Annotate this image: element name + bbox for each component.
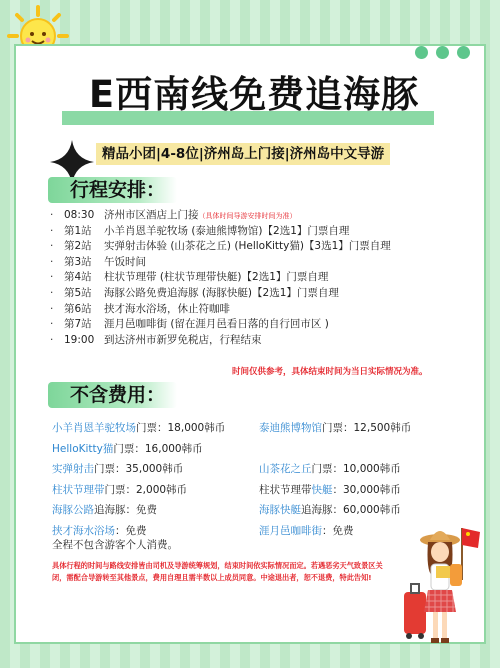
page-title: E西南线免费追海豚 <box>88 73 420 116</box>
disclaimer-text: 具体行程的时间与路线安排皆由司机及导游统筹规划，结束时间依实际情况而定。若遇恶劣天气致景区关闭，需配合导游转至其他景点，费用自理且需半数以上成员同意。中途退出者，恕不退费，特此告知! <box>52 561 383 582</box>
itinerary-heading: 行程安排： <box>48 177 177 203</box>
list-item: · 第6站 挟才海水浴场，休止符咖啡 <box>50 302 230 315</box>
list-item: · 第4站 柱状节理带 (柱状节理带快艇)【2选1】门票自理 <box>50 271 329 284</box>
itinerary-list <box>50 208 391 348</box>
list-item: · 第5站 海豚公路免费追海豚 (海豚快艇)【2选1】门票自理 <box>50 286 339 299</box>
list-item: · 第1站 小羊肖恩羊驼牧场 (泰迪熊博物馆)【2选1】门票自理 <box>50 224 350 237</box>
list-item: · 第3站 午饭时间 <box>50 255 146 268</box>
table-row: 柱状节理带门票：2,000韩币 柱状节理带快艇：30,000韩币 <box>52 483 401 496</box>
decorative-dots <box>415 46 470 59</box>
subtitle-banner: 精品小团|4-8位|济州岛上门接|济州岛中文导游 <box>96 143 390 165</box>
fees-heading: 不含费用： <box>48 382 177 408</box>
list-item: · 19:00 到达济州市新罗免税店，行程结束 <box>50 333 262 346</box>
table-row: 实弹射击门票：35,000韩币 山茶花之丘门票：10,000韩币 <box>52 463 401 475</box>
extra-note: 全程不包含游客个人消费。 <box>52 539 178 551</box>
fees-table <box>52 418 452 541</box>
traveler-girl-illustration <box>402 520 482 650</box>
table-row: 海豚公路追海豚：免费 海豚快艇追海豚：60,000韩币 <box>52 504 401 516</box>
list-item: · 第7站 涯月邑咖啡街 (留在涯月邑看日落的自行回市区 ) <box>50 318 329 331</box>
time-disclaimer: 时间仅供参考，具体结束时间为当日实际情况为准。 <box>232 367 428 377</box>
table-row: 小羊肖恩羊驼牧场门票：18,000韩币 泰迪熊博物馆门票：12,500韩币 <box>52 422 412 434</box>
list-item: · 第2站 实弹射击体验 (山茶花之丘) (HelloKitty猫)【3选1】门票自理 <box>50 240 391 253</box>
table-row: 挟才海水浴场：免费 涯月邑咖啡街：免费 <box>52 524 354 537</box>
list-item: · 08:30 济州市区酒店上门接（具体时间导游安排时间为准） <box>50 209 297 221</box>
table-row: HelloKitty猫门票：16,000韩币 <box>52 442 203 455</box>
